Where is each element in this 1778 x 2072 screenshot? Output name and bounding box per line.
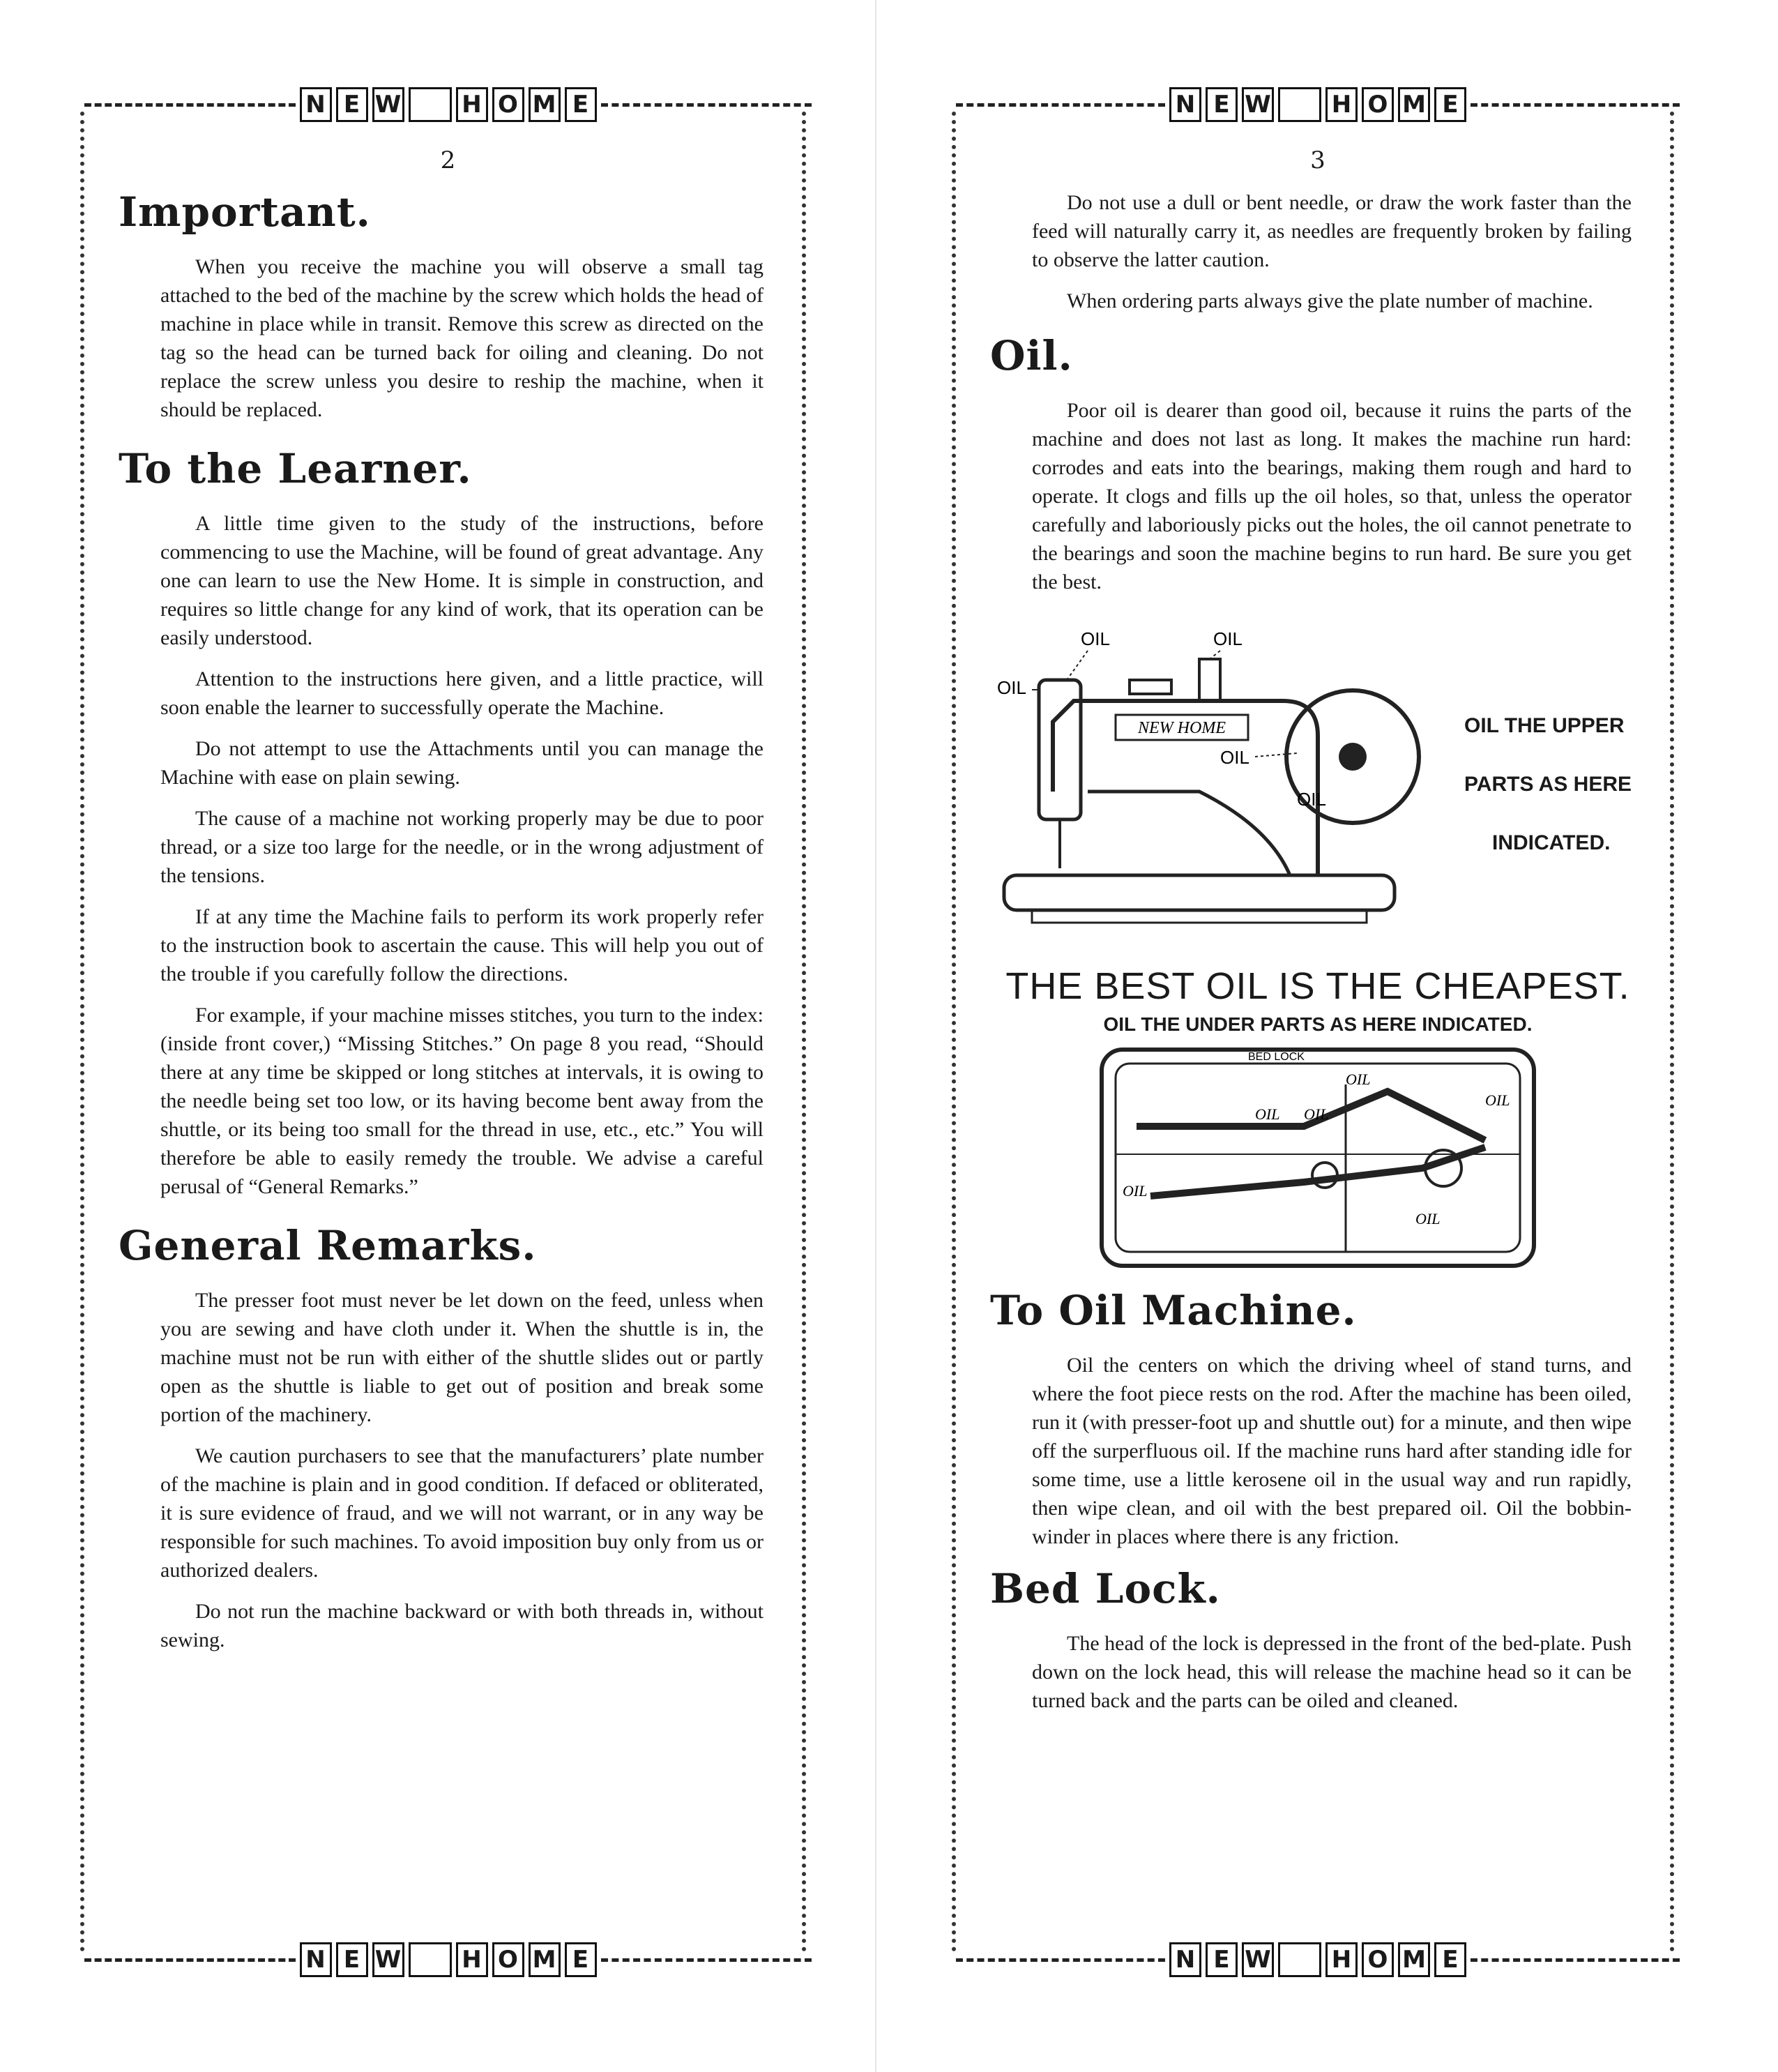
brand-letter: M — [1398, 1942, 1430, 1977]
paragraph: Attention to the instructions here given, and a little practice, will soon enable the learner to successfully operate the Machine. — [160, 667, 763, 719]
oil-label: OIL — [1123, 1182, 1148, 1200]
brand-letter: W — [1242, 87, 1274, 122]
swirl-ornament — [956, 1958, 1165, 1962]
swirl-ornament — [84, 103, 296, 107]
brand-letter: E — [1434, 1942, 1466, 1977]
machine-brand-plate: NEW HOME — [1138, 719, 1226, 737]
brand-letter: O — [492, 1942, 524, 1977]
brand-footer — [80, 1939, 816, 1981]
under-parts-caption: OIL THE UNDER PARTS AS HERE INDICATED. — [1103, 1013, 1533, 1035]
brand-letter: O — [1362, 87, 1394, 122]
upper-oil-figure-row — [990, 617, 1646, 952]
brand-letter: N — [300, 87, 332, 122]
brand-letter: E — [336, 87, 368, 122]
caption-line: PARTS AS HERE — [1464, 773, 1632, 796]
paragraph: The head of the lock is depressed in the front of the bed-plate. Push down on the lock head, this will release the machine head so it can be turned back and the parts can be oiled and cleaned. — [1032, 1632, 1632, 1712]
sewing-machine-illustration — [990, 617, 1436, 952]
brand-letter: N — [300, 1942, 332, 1977]
paragraph: Do not run the machine backward or with both threads in, without sewing. — [160, 1600, 763, 1651]
oil-label: OIL — [1415, 1210, 1441, 1227]
swirl-ornament — [84, 1958, 296, 1962]
brand-letter: N — [1169, 87, 1201, 122]
page-number: 2 — [440, 146, 456, 174]
brand-letter: O — [1362, 1942, 1394, 1977]
ornament-border-right — [802, 112, 816, 1953]
brand-letter: H — [456, 1942, 488, 1977]
brand-letter: E — [565, 1942, 597, 1977]
brand-letter: M — [529, 1942, 561, 1977]
best-oil-banner: THE BEST OIL IS THE CHEAPEST. — [1005, 965, 1630, 1007]
swirl-ornament — [956, 103, 1165, 107]
left-content — [119, 188, 777, 1667]
ornament-border-left — [952, 112, 966, 1953]
ornament-border-left — [80, 112, 94, 1953]
paragraph: If at any time the Machine fails to perform its work properly refer to the instruction book to ascertain the cause. This will help you out of the trouble if you carefully follow the directions. — [160, 905, 763, 985]
ornament-border-right — [1670, 112, 1684, 1953]
brand-letter: W — [372, 87, 404, 122]
brand-letter: E — [565, 87, 597, 122]
oil-label: OIL — [1081, 628, 1110, 649]
caption-line: INDICATED. — [1492, 831, 1611, 854]
section-heading-oil-machine: To Oil Machine. — [990, 1287, 1357, 1334]
brand-letter: E — [1206, 1942, 1238, 1977]
brand-letter: W — [1242, 1942, 1274, 1977]
section-heading-remarks: General Remarks. — [119, 1222, 537, 1269]
oil-label: OIL — [1304, 1105, 1329, 1123]
machine-underside-illustration — [1095, 1043, 1541, 1273]
oil-label: OIL — [1220, 747, 1249, 768]
brand-letter: E — [1206, 87, 1238, 122]
oil-label: OIL — [997, 677, 1026, 698]
paragraph: When ordering parts always give the plate number of machine. — [1067, 289, 1593, 312]
oil-label: OIL — [1346, 1071, 1371, 1088]
paragraph: When you receive the machine you will observe a small tag attached to the bed of the machine by the screw which holds the head of machine in place while in transit. Remove this screw as directed on the tag so the head can be turned back for oiling and cleaning. Do not replace the screw unless you desire to reship the machine, when it should be replaced. — [160, 255, 763, 421]
paragraph: A little time given to the study of the instructions, before commencing to use the Machine, will be found of great advantage. Any one can learn to use the New Home. It is simple in construction, and requires so little change for any kind of work, that its operation can be easily understood. — [160, 512, 763, 649]
brand-logo — [1169, 87, 1466, 122]
paragraph: The presser foot must never be let down on the feed, unless when you are sewing and have cloth under it. When the shuttle is in, the machine must not be run with either of the shuttle slides out or partly open as the shuttle is liable to get out of position and break some portion of the machinery. — [160, 1289, 763, 1426]
brand-spacer — [1278, 1942, 1321, 1977]
brand-spacer — [409, 1942, 452, 1977]
paragraph: For example, if your machine misses stitches, you turn to the index: (inside front cover,) “Missing Stitches.” On page 8 you read, “Should there at any time be skipped or long stitches at intervals, it is owing to the needle being set too low, or its having become bent away from the shuttle, or its being too small for the thread in use, etc., etc.” You will therefore be able to easily remedy the trouble. We advise a careful perusal of “General Remarks.” — [160, 1004, 763, 1198]
page-spine — [875, 0, 876, 2072]
section-heading-important: Important. — [119, 188, 371, 236]
brand-logo — [300, 1942, 597, 1977]
bed-lock-label: BED LOCK — [1248, 1051, 1305, 1063]
oil-label: OIL — [1485, 1091, 1510, 1109]
brand-header — [80, 84, 816, 126]
brand-letter: H — [456, 87, 488, 122]
brand-letter: N — [1169, 1942, 1201, 1977]
brand-letter: W — [372, 1942, 404, 1977]
paragraph: Do not use a dull or bent needle, or draw the work faster than the feed will naturally carry it, as needles are frequently broken by failing to observe the latter caution. — [1032, 191, 1632, 271]
brand-letter: O — [492, 87, 524, 122]
right-page — [952, 84, 1684, 1981]
caption-line: OIL THE UPPER — [1464, 714, 1625, 737]
page-number: 3 — [1310, 146, 1325, 174]
swirl-ornament — [601, 1958, 812, 1962]
brand-letter: E — [336, 1942, 368, 1977]
upper-oil-caption — [1464, 714, 1632, 855]
section-heading-oil: Oil. — [990, 332, 1073, 379]
paragraph: Oil the centers on which the driving wheel of stand turns, and where the foot piece rests on the rod. After the machine has been oiled, run it (with presser-foot up and shuttle out) for a minute, and then wipe off the surperfluous oil. If the machine runs hard after standing idle for some time, use a little kerosene oil in the usual way and run rapidly, then wipe clean, and oil with the best prepared oil. Oil the bobbin-winder in places where there is any friction. — [1032, 1354, 1632, 1548]
swirl-ornament — [601, 103, 812, 107]
brand-header — [952, 84, 1684, 126]
swirl-ornament — [1471, 1958, 1680, 1962]
brand-letter: E — [1434, 87, 1466, 122]
right-content — [990, 188, 1646, 1727]
brand-spacer — [1278, 87, 1321, 122]
brand-spacer — [409, 87, 452, 122]
section-heading-bed-lock: Bed Lock. — [990, 1565, 1221, 1612]
left-page — [80, 84, 816, 1981]
brand-letter: M — [529, 87, 561, 122]
paragraph: Do not attempt to use the Attachments until you can manage the Machine with ease on plain sewing. — [160, 737, 763, 789]
oil-label: OIL — [1213, 628, 1243, 649]
oil-label: OIL — [1255, 1105, 1280, 1123]
swirl-ornament — [1471, 103, 1680, 107]
brand-letter: H — [1325, 87, 1358, 122]
brand-letter: M — [1398, 87, 1430, 122]
paragraph: Poor oil is dearer than good oil, because it ruins the parts of the machine and does not last as long. It makes the machine run hard: corrodes and eats into the bearings, making them rough and hard to operate. It clogs and fills up the oil holes, so that, unless the operator carefully and laboriously picks out the holes, the oil cannot penetrate to the bearings and soon the machine begins to run hard. Be sure you get the best. — [1032, 399, 1632, 593]
section-heading-learner: To the Learner. — [119, 445, 472, 492]
paragraph: We caution purchasers to see that the manufacturers’ plate number of the machine is plain and in good condition. If defaced or obliterated, it is sure evidence of fraud, and we will not warrant, or in any way be responsible for such machines. To avoid imposition buy only from us or authorized dealers. — [160, 1444, 763, 1582]
brand-footer — [952, 1939, 1684, 1981]
paragraph: The cause of a machine not working properly may be due to poor thread, or a size too large for the needle, or in the wrong adjustment of the tensions. — [160, 807, 763, 887]
oil-label: OIL — [1297, 789, 1326, 810]
brand-letter: H — [1325, 1942, 1358, 1977]
brand-logo — [1169, 1942, 1466, 1977]
brand-logo — [300, 87, 597, 122]
